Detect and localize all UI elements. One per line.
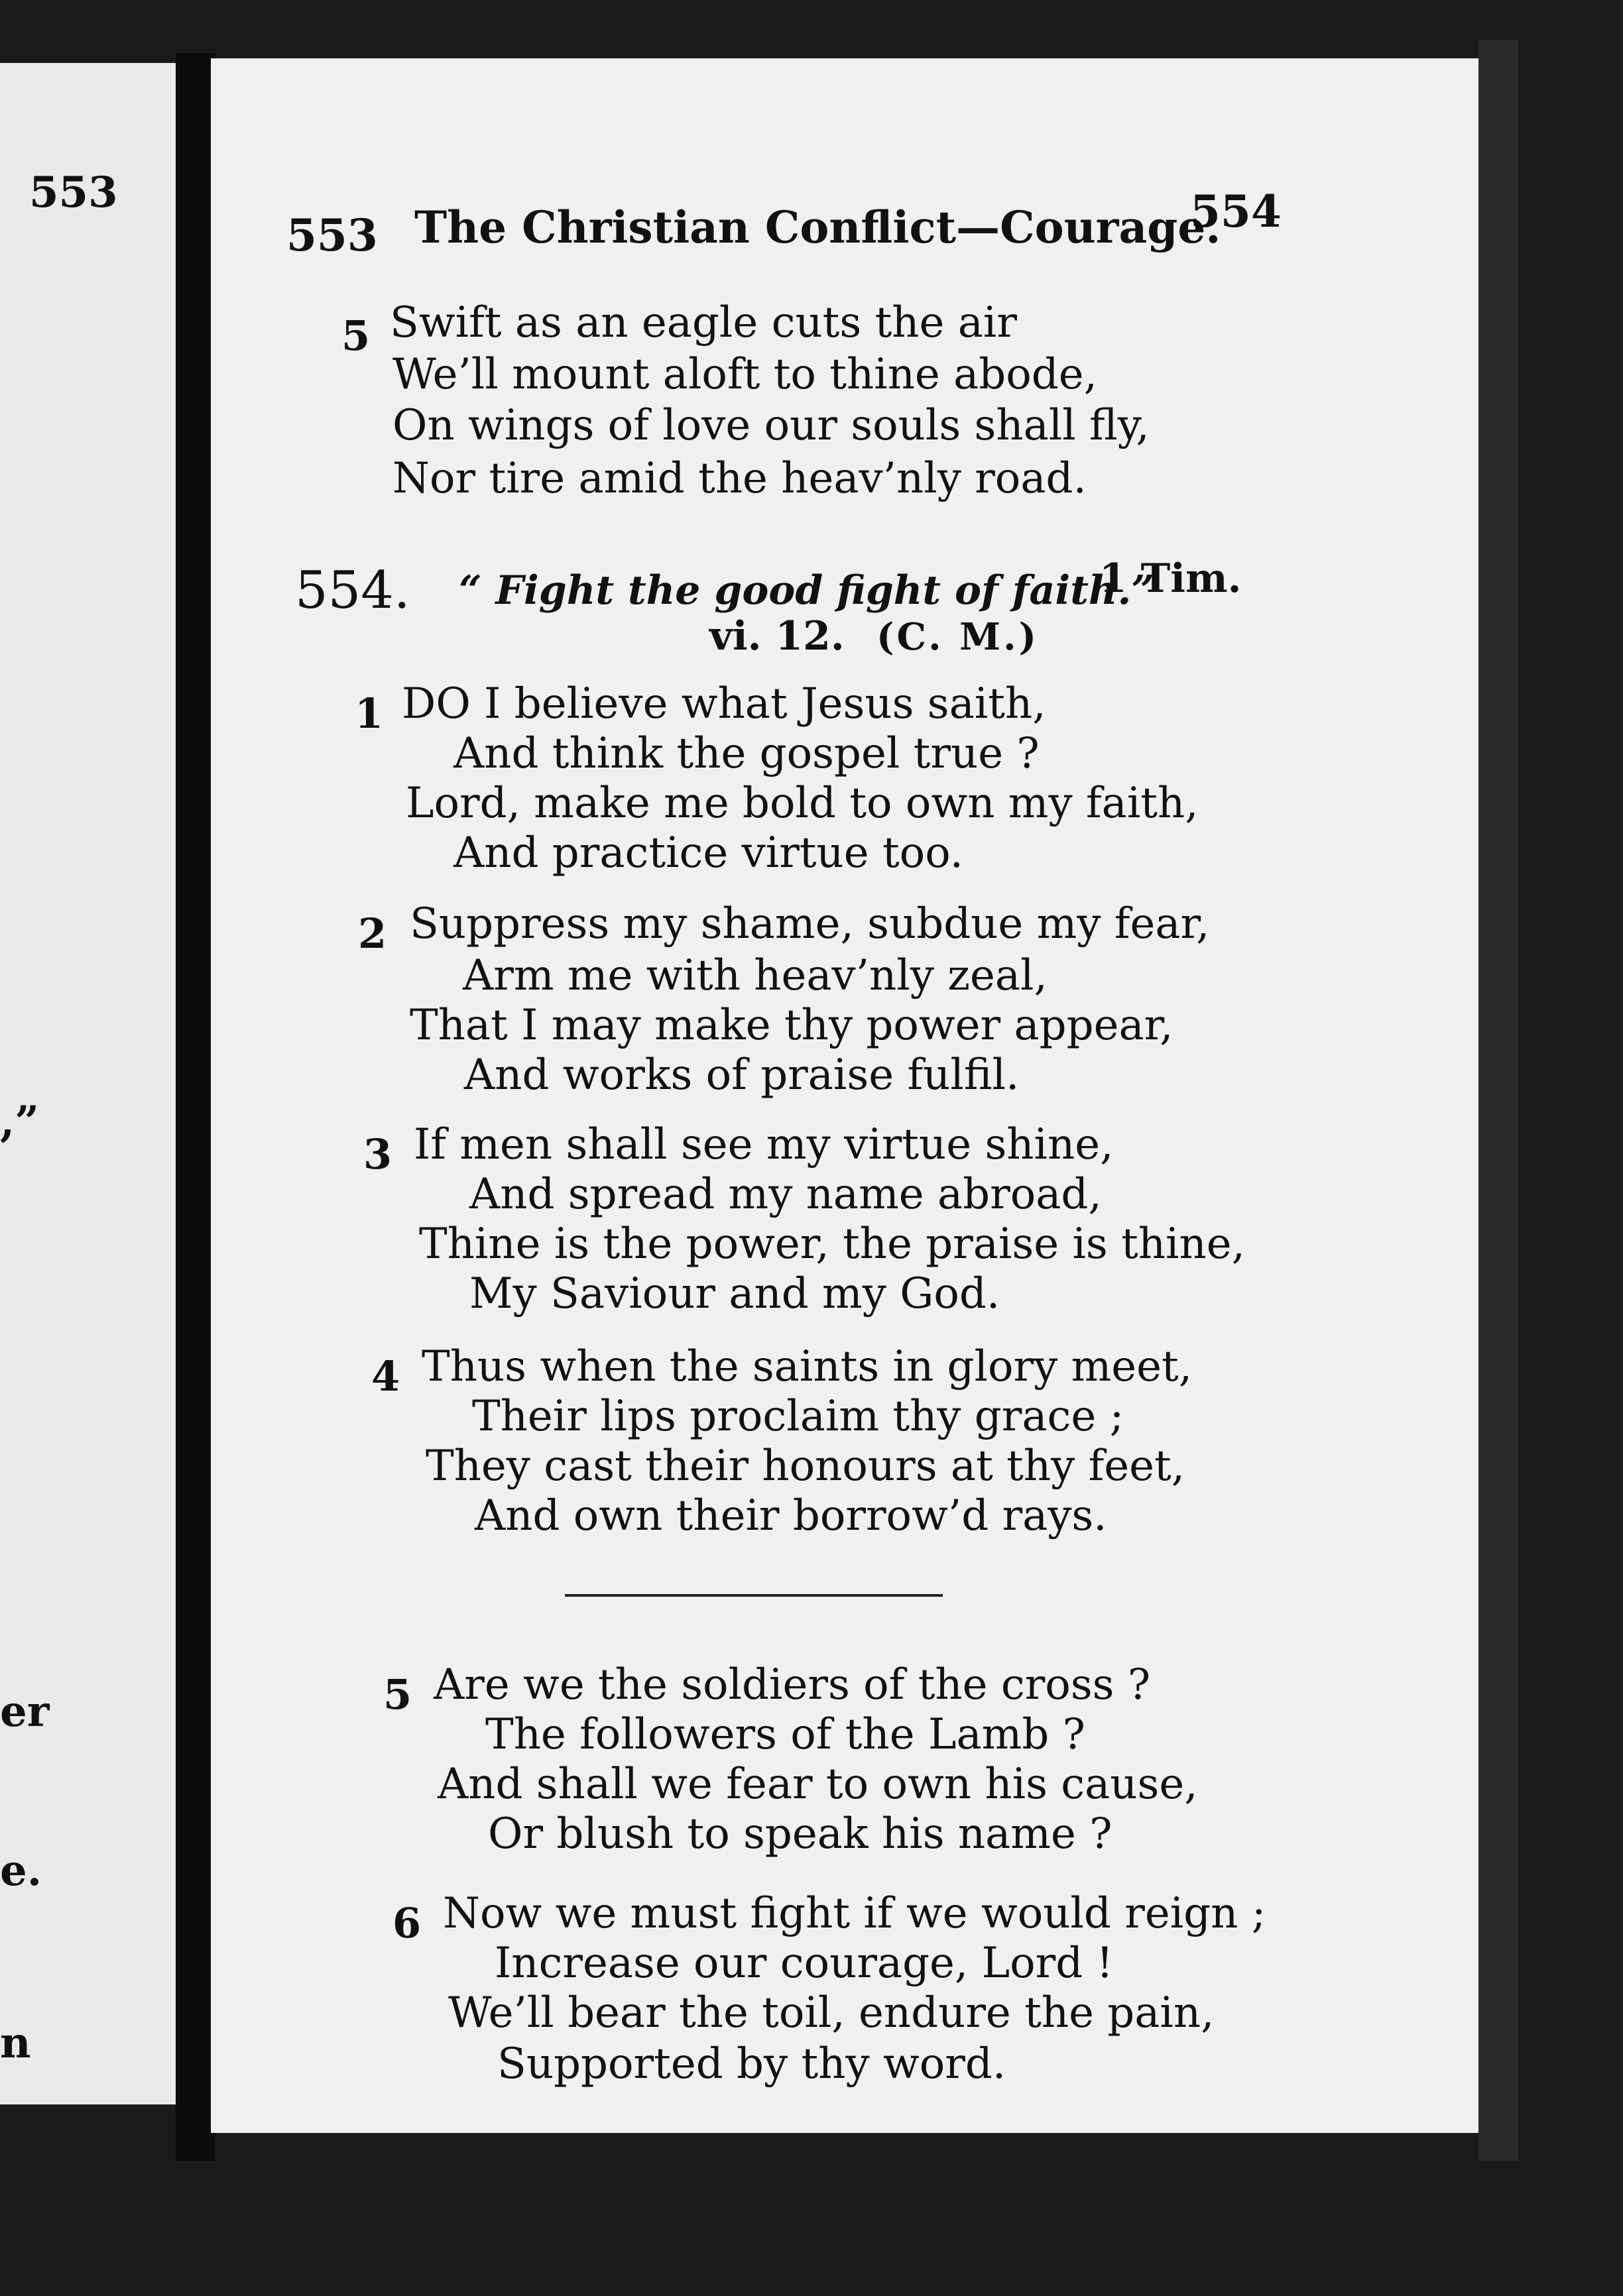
verse-line: We’ll bear the toil, endure the pain, <box>448 1988 1215 2038</box>
left-page-fragment: e. <box>0 1846 42 1896</box>
verse-line: Swift as an eagle cuts the air <box>390 298 1017 347</box>
running-title: The Christian Conflict—Courage. <box>414 201 1221 253</box>
verse-line: Arm me with heav’nly zeal, <box>463 951 1048 1000</box>
verse-line: And think the gospel true ? <box>453 729 1040 778</box>
scripture-reference: 1 Tim. <box>1099 555 1242 602</box>
verse-number: 6 <box>392 1899 422 1947</box>
verse-line: Supported by thy word. <box>497 2039 1006 2089</box>
verse-line: The followers of the Lamb ? <box>485 1710 1085 1759</box>
left-page-fragment: er <box>0 1687 50 1737</box>
verse-line: If men shall see my virtue shine, <box>414 1120 1114 1169</box>
verse-line: My Saviour and my God. <box>469 1269 1000 1318</box>
header-right-page-number: 554 <box>1190 186 1282 237</box>
verse-number: 5 <box>383 1670 412 1719</box>
header-left-page-number: 553 <box>286 209 378 261</box>
verse-line: Suppress my shame, subdue my fear, <box>410 899 1210 948</box>
verse-number: 5 <box>341 312 371 360</box>
verse-number: 3 <box>363 1130 392 1178</box>
left-page <box>0 63 176 2104</box>
left-page-fragment: ,” <box>0 1097 40 1147</box>
verse-number: 4 <box>371 1352 400 1401</box>
hymn-number: 554. <box>295 561 410 620</box>
hymn-meter: (C. M.) <box>876 615 1040 659</box>
verse-line: We’ll mount aloft to thine abode, <box>392 350 1097 399</box>
verse-line: And works of praise fulfil. <box>464 1051 1020 1100</box>
verse-line: Thine is the power, the praise is thine, <box>419 1220 1245 1269</box>
hymn-title: “ Fight the good fight of faith.” <box>459 567 1154 614</box>
verse-line: DO I believe what Jesus saith, <box>402 679 1046 728</box>
section-divider <box>565 1594 943 1597</box>
verse-line: Increase our courage, Lord ! <box>495 1939 1114 1988</box>
book-gutter <box>176 53 215 2161</box>
verse-line: And own their borrow’d rays. <box>475 1491 1107 1540</box>
left-page-fragment: n <box>0 2018 31 2068</box>
scripture-reference: vi. 12. <box>709 613 845 660</box>
verse-line: That I may make thy power appear, <box>410 1001 1173 1050</box>
verse-line: Thus when the saints in glory meet, <box>422 1342 1193 1391</box>
verse-line: Lord, make me bold to own my faith, <box>406 779 1199 828</box>
verse-line: They cast their honours at thy feet, <box>426 1442 1185 1491</box>
left-page-number: 553 <box>29 168 118 217</box>
verse-line: Nor tire amid the heav’nly road. <box>392 454 1087 503</box>
verse-line: Are we the soldiers of the cross ? <box>434 1660 1151 1709</box>
verse-line: On wings of love our souls shall fly, <box>392 401 1150 450</box>
verse-number: 1 <box>355 689 384 738</box>
verse-line: And shall we fear to own his cause, <box>438 1760 1198 1809</box>
page-edge <box>1478 40 1518 2161</box>
verse-line: Now we must fight if we would reign ; <box>443 1889 1266 1938</box>
verse-line: Or blush to speak his name ? <box>488 1809 1112 1859</box>
verse-line: And practice virtue too. <box>453 829 963 878</box>
verse-number: 2 <box>358 909 387 958</box>
verse-line: Their lips proclaim thy grace ; <box>472 1392 1124 1441</box>
verse-line: And spread my name abroad, <box>469 1170 1102 1219</box>
